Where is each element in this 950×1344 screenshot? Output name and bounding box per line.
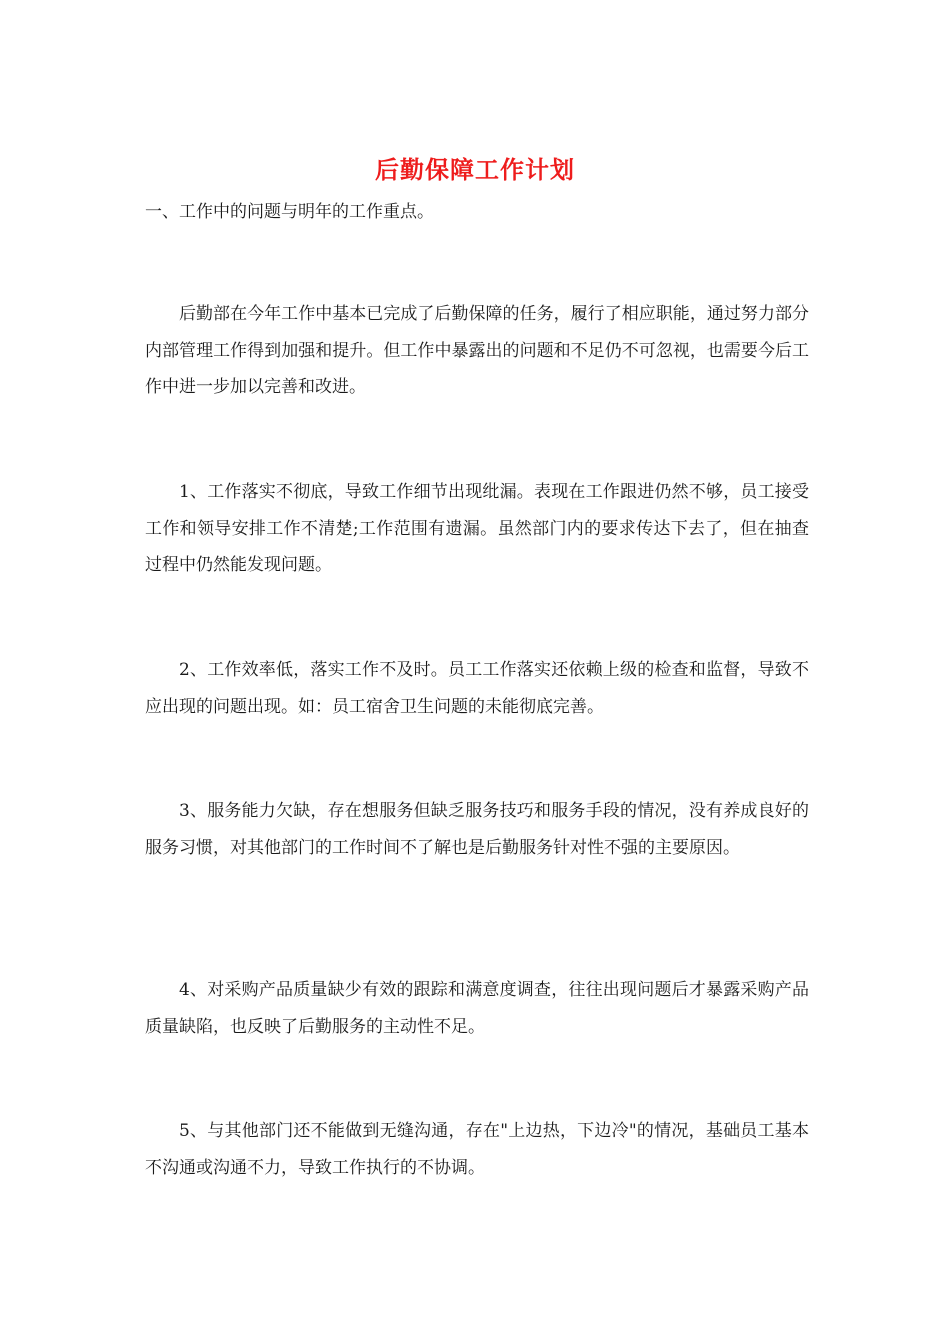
paragraph-item-4: 4、对采购产品质量缺少有效的跟踪和满意度调查，往往出现问题后才暴露采购产品质量缺陷，也反映了后勤服务的主动性不足。	[145, 980, 809, 1037]
document-title: 后勤保障工作计划	[375, 155, 575, 184]
paragraph-item-5: 5、与其他部门还不能做到无缝沟通，存在"上边热，下边冷"的情况，基础员工基本不沟通或沟通不力，导致工作执行的不协调。	[145, 1121, 809, 1178]
paragraph-item-3: 3、服务能力欠缺，存在想服务但缺乏服务技巧和服务手段的情况，没有养成良好的服务习惯，对其他部门的工作时间不了解也是后勤服务针对性不强的主要原因。	[145, 801, 809, 858]
paragraph-item-2: 2、工作效率低，落实工作不及时。员工工作落实还依赖上级的检查和监督，导致不应出现的问题出现。如：员工宿舍卫生问题的未能彻底完善。	[145, 660, 809, 717]
paragraph-intro: 后勤部在今年工作中基本已完成了后勤保障的任务，履行了相应职能，通过努力部分内部管理工作得到加强和提升。但工作中暴露出的问题和不足仍不可忽视，也需要今后工作中进一步加以完善和改进。	[145, 304, 809, 397]
paragraph-item-1: 1、工作落实不彻底，导致工作细节出现纰漏。表现在工作跟进仍然不够，员工接受工作和领导安排工作不清楚;工作范围有遗漏。虽然部门内的要求传达下去了，但在抽查过程中仍然能发现问题。	[145, 482, 809, 575]
section-heading: 一、工作中的问题与明年的工作重点。	[145, 202, 434, 222]
